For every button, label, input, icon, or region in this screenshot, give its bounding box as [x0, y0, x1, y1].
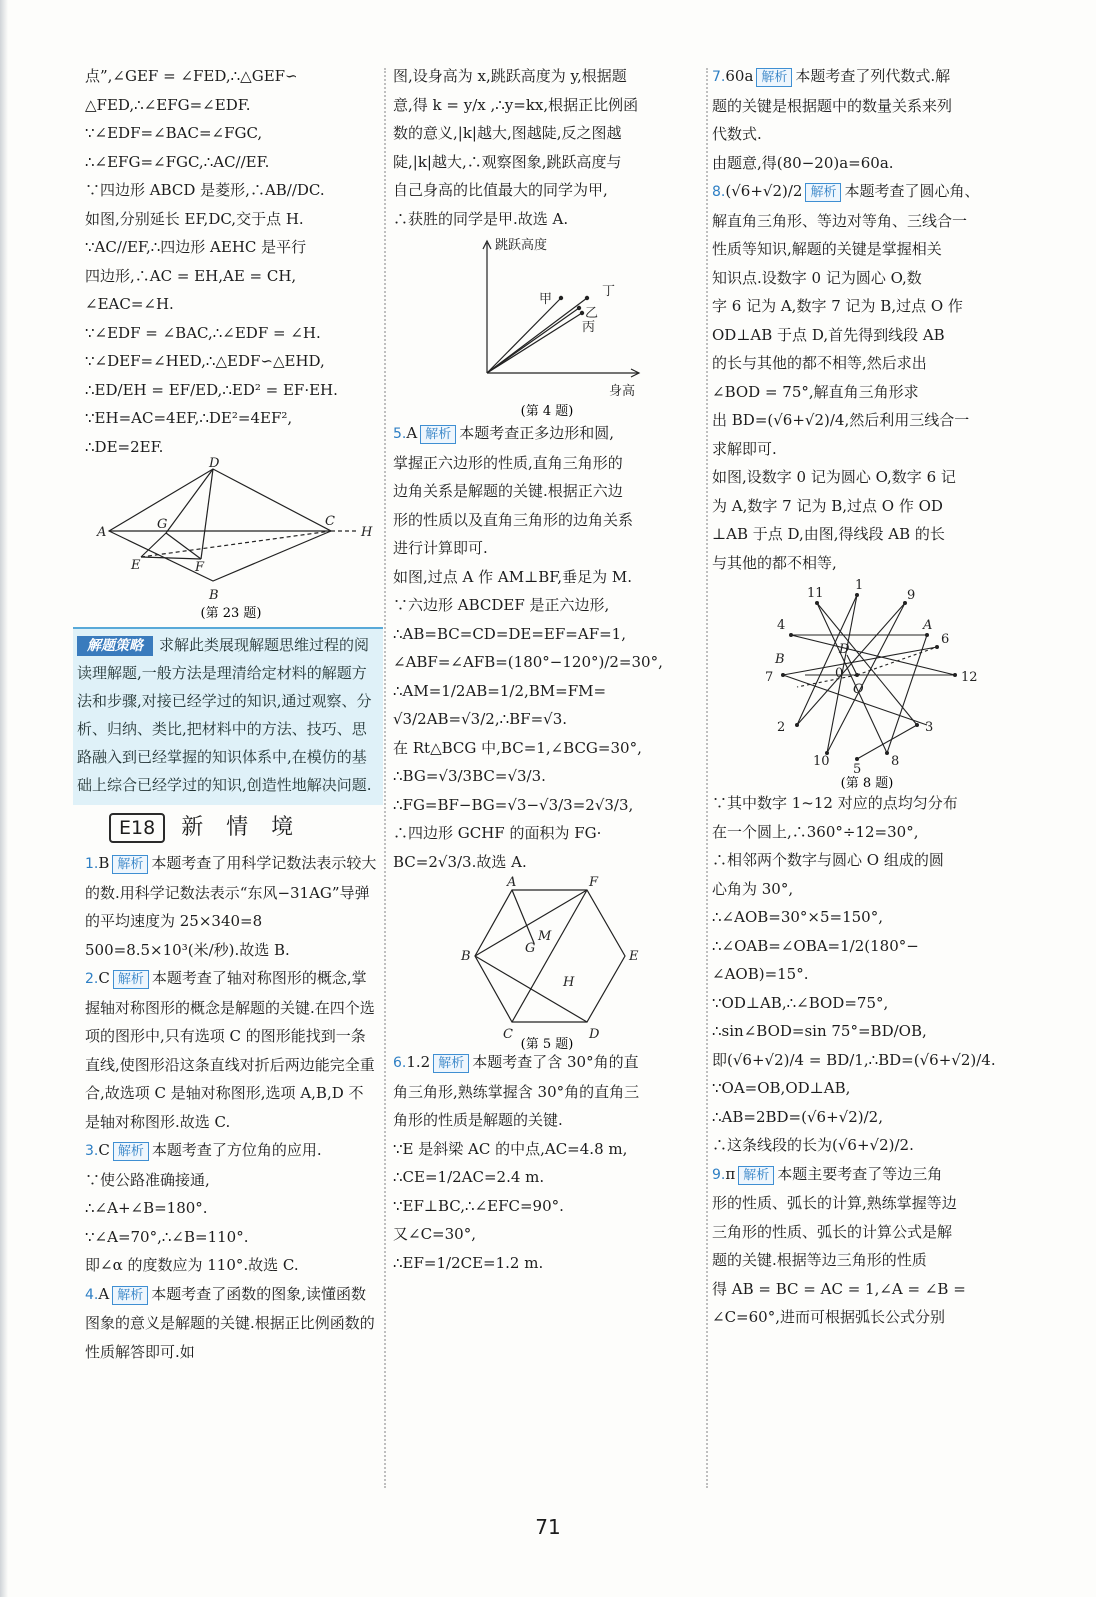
- text-line: 得 AB = BC = AC = 1,∠A = ∠B =: [712, 1279, 966, 1298]
- text-line: 在一个圆上,∴360°÷12=30°,: [712, 822, 919, 841]
- fig8-label-B: B: [775, 652, 785, 667]
- text-line: 三角形的性质、弧长的计算公式是解: [712, 1222, 953, 1241]
- text-line: ∴AB=2BD=(√6+√2)/2,: [712, 1107, 883, 1126]
- answer-6: [393, 1048, 701, 1078]
- section-code: E18: [109, 813, 165, 843]
- answer-number: 5.: [393, 426, 407, 442]
- answer-choice: (√6+√2)/2: [725, 182, 803, 200]
- text-line: 数的意义,|k|越大,图越陡,反之图越: [393, 124, 622, 142]
- text-line: ∴相邻两个数字与圆心 O 组成的圆: [712, 851, 944, 869]
- fig8-label-12: 12: [961, 670, 978, 685]
- text-line: √3/2AB=√3/2,∴BF=√3.: [393, 710, 568, 728]
- answer-4: [85, 1280, 377, 1367]
- text-line: 知识点.设数字 0 记为圆心 O,数: [712, 268, 922, 287]
- text-line: 边角关系是解题的关键.根据正六边: [393, 482, 623, 500]
- text-line: 为 A,数字 7 记为 B,过点 O 作 OD: [712, 496, 943, 515]
- fig8-label-3: 3: [925, 720, 934, 735]
- text-line: 图,设身高为 x,跳跃高度为 y,根据题: [393, 67, 627, 85]
- page-edge-shadow: [0, 0, 8, 1597]
- text-line: ∵∠DEF=∠HED,∴△EDF∽△EHD,: [85, 352, 325, 370]
- text-line: BC=2√3/3.故选 A.: [393, 852, 527, 871]
- text-line: 四边形,∴AC = EH,AE = CH,: [85, 266, 297, 285]
- text-line: ∴获胜的同学是甲.故选 A.: [393, 209, 569, 228]
- analysis-tag: 解析: [113, 1142, 149, 1161]
- text-line: ∴四边形 GCHF 的面积为 FG·: [393, 824, 602, 842]
- text-line: 题的关键.根据等边三角形的性质: [712, 1251, 927, 1269]
- section-header: [109, 813, 377, 843]
- text-line: ∵其中数字 1~12 对应的点均匀分布: [712, 794, 958, 812]
- fig8-label-6: 6: [941, 632, 950, 647]
- answer-number: 7.: [712, 69, 726, 85]
- fig4-ylabel: 跳跃高度: [495, 238, 548, 253]
- answer-text: 本题考查了方位角的应用.: [151, 1141, 322, 1159]
- text-line: ∵OA=OB,OD⊥AB,: [712, 1079, 851, 1097]
- fig4-series-jia: 甲: [539, 292, 553, 307]
- analysis-tag: 解析: [433, 1054, 469, 1073]
- text-line: 出 BD=(√6+√2)/4,然后利用三线合一: [712, 411, 970, 429]
- text-line: ∠EAC=∠H.: [85, 295, 174, 313]
- analysis-tag: 解析: [112, 1286, 148, 1305]
- text-line: 陡,|k|越大,∴观察图象,跳跃高度与: [393, 152, 622, 171]
- fig5-label-H: H: [563, 975, 575, 990]
- fig8-label-D: D: [839, 642, 850, 657]
- analysis-tag: 解析: [805, 183, 841, 202]
- answer-text: 本题主要考查了等边三角: [777, 1164, 943, 1183]
- q23-solution-tail: [85, 62, 377, 461]
- fig8-label-A: A: [923, 618, 933, 633]
- text-line: ∴ED/EH = EF/ED,∴ED² = EF·EH.: [85, 380, 338, 399]
- text-line: 掌握正六边形的性质,直角三角形的: [393, 453, 623, 472]
- fig5-label-C: C: [503, 1027, 513, 1042]
- text-line: ∵使公路准确接通,: [85, 1170, 210, 1189]
- analysis-tag: 解析: [756, 68, 792, 87]
- text-line: 由题意,得(80−20)a=60a.: [712, 153, 894, 172]
- text-line: ∴EF=1/2CE=1.2 m.: [393, 1253, 544, 1272]
- text-line: ∴∠AOB=30°×5=150°,: [712, 908, 883, 926]
- fig5-label-F: F: [589, 875, 599, 890]
- answer-3: [85, 1136, 377, 1166]
- text-line: ∴∠OAB=∠OBA=1/2(180°−: [712, 936, 919, 955]
- text-line: 题的关键是根据题中的数量关系来列: [712, 96, 953, 115]
- fig8-label-O: O: [853, 682, 864, 697]
- fig8-label-11: 11: [807, 586, 824, 601]
- answer-choice: A: [98, 1284, 110, 1303]
- answer-text: 本题考查了轴对称图形的概念,掌握轴对称图形的概念是解题的关键.在四个选项的图形中,只有选项 C 的图形能找到一条直线,使图形沿这条直线对折后两边能完全重合,故选项 C 是轴对称图形,选项 A,B,D 不是轴对称图形.故选 C.: [85, 969, 375, 1131]
- text-line: 形的性质以及直角三角形的边角关系: [393, 510, 634, 529]
- text-line: 解直角三角形、等边对等角、三线合一: [712, 211, 968, 230]
- text-line: 的长与其他的都不相等,然后求出: [712, 354, 927, 372]
- answer-number: 2.: [85, 971, 99, 987]
- text-line: ∴CE=1/2AC=2.4 m.: [393, 1168, 545, 1186]
- text-line: ∴这条线段的长为(√6+√2)/2.: [712, 1136, 914, 1154]
- text-line: 形的性质、弧长的计算,熟练掌握等边: [712, 1194, 957, 1212]
- fig4-series-yi: 乙: [585, 306, 599, 321]
- answer-choice: C: [98, 1141, 110, 1159]
- answer-number: 4.: [85, 1286, 99, 1303]
- figure-23-rhombus: [91, 456, 373, 621]
- fig5-label-D: D: [589, 1027, 600, 1042]
- text-line: ∵∠EDF = ∠BAC,∴∠EDF = ∠H.: [85, 323, 321, 342]
- text-line: 如图,设数字 0 记为圆心 O,数字 6 记: [712, 468, 956, 486]
- text-line: ∵EH=AC=4EF,∴DE²=4EF²,: [85, 409, 293, 427]
- answer-number: 9.: [712, 1166, 726, 1183]
- answer-text: 本题考查了用科学记数法表示较大的数.用科学记数法表示“东风−31AG”导弹的平均速度为 25×340=8 500=8.5×10³(米/秒).故选 B.: [85, 854, 377, 959]
- column-divider: [384, 68, 386, 1488]
- text-line: 角三角形,熟练掌握含 30°角的直角三: [393, 1082, 640, 1101]
- text-line: ∵E 是斜梁 AC 的中点,AC=4.8 m,: [393, 1139, 628, 1158]
- answer-choice: C: [98, 969, 110, 987]
- fig4-series-ding: 丁: [602, 284, 616, 299]
- fig8-label-7: 7: [765, 670, 774, 685]
- text-line: 在 Rt△BCG 中,BC=1,∠BCG=30°,: [393, 738, 642, 757]
- text-line: 点”,∠GEF = ∠FED,∴△GEF∽: [85, 67, 298, 85]
- analysis-tag: 解析: [738, 1166, 774, 1185]
- column-right: [712, 62, 1022, 1332]
- text-line: 求解即可.: [712, 439, 777, 458]
- answer-text: 本题考查了函数的图象,读懂函数图象的意义是解题的关键.根据正比例函数的性质解答即可.如: [85, 1284, 375, 1361]
- fig23-label-G: G: [157, 517, 168, 532]
- answer-choice: 60a: [725, 67, 754, 85]
- fig23-label-H: H: [361, 525, 373, 540]
- text-line: 如图,分别延长 EF,DC,交于点 H.: [85, 209, 304, 228]
- answer-choice: π: [725, 1164, 736, 1183]
- fig8-label-2: 2: [777, 720, 786, 735]
- answer-text: 本题考查了圆心角、: [844, 182, 980, 200]
- fig23-label-E: E: [131, 558, 141, 573]
- fig4-series-bing: 丙: [582, 320, 596, 335]
- section-title: 新 情 境: [181, 814, 302, 840]
- text-line: ∴∠EFG=∠FGC,∴AC//EF.: [85, 152, 270, 171]
- strategy-box: [73, 627, 383, 805]
- text-line: 即(√6+√2)/4 = BD/1,∴BD=(√6+√2)/4.: [712, 1050, 996, 1069]
- text-line: 代数式.: [712, 125, 762, 143]
- text-line: ∴AM=1/2AB=1/2,BM=FM=: [393, 681, 607, 700]
- text-line: 又∠C=30°,: [393, 1225, 476, 1243]
- text-line: ∵EF⊥BC,∴∠EFC=90°.: [393, 1196, 564, 1215]
- analysis-tag: 解析: [112, 855, 148, 874]
- fig5-label-M: M: [538, 929, 552, 944]
- fig8-label-1: 1: [855, 578, 864, 593]
- fig8-caption: (第 8 题): [840, 776, 894, 791]
- text-line: ∴BG=√3/3BC=√3/3.: [393, 767, 546, 785]
- answer-5: [393, 419, 701, 449]
- answer-9: [712, 1160, 1022, 1190]
- answer-7: [712, 62, 1022, 92]
- text-line: ∠BOD = 75°,解直角三角形求: [712, 382, 919, 401]
- fig23-label-D: D: [209, 456, 220, 471]
- answer-choice: 1.2: [406, 1053, 431, 1071]
- fig23-label-C: C: [325, 514, 335, 529]
- text-line: 如图,过点 A 作 AM⊥BF,垂足为 M.: [393, 567, 632, 586]
- text-line: 自己身高的比值最大的同学为甲,: [393, 181, 608, 199]
- text-line: ∠ABF=∠AFB=(180°−120°)/2=30°,: [393, 653, 663, 671]
- fig23-label-B: B: [209, 588, 219, 603]
- text-line: ∴∠A+∠B=180°.: [85, 1199, 208, 1217]
- text-line: ∵六边形 ABCDEF 是正六边形,: [393, 596, 610, 614]
- fig5-caption: (第 5 题): [520, 1037, 574, 1052]
- text-line: ∴sin∠BOD=sin 75°=BD/OB,: [712, 1022, 927, 1040]
- fig8-label-8: 8: [891, 754, 900, 769]
- answer-choice: A: [406, 424, 418, 442]
- text-line: ∴DE=2EF.: [85, 437, 164, 456]
- page-number: 71: [535, 1515, 561, 1539]
- answer-text: 本题考查了列代数式.解: [795, 67, 951, 85]
- strategy-text: 求解此类展现解题思维过程的阅读理解题,一般方法是理清给定材料的解题方法和步骤,对接已经学过的知识,通过观察、分析、归纳、类比,把材料中的方法、技巧、思路融入到已经掌握的知识体系中,在模仿的基础上综合已经学过的知识,创造性地解决问题.: [77, 636, 372, 794]
- text-line: ∵∠EDF=∠BAC=∠FGC,: [85, 124, 263, 142]
- answer-2: [85, 964, 377, 1136]
- text-line: 心角为 30°,: [712, 879, 794, 898]
- text-line: 字 6 记为 A,数字 7 记为 B,过点 O 作: [712, 297, 963, 315]
- text-line: 性质等知识,解题的关键是掌握相关: [712, 240, 942, 258]
- text-line: ∠C=60°,进而可根据弧长公式分别: [712, 1308, 945, 1326]
- answer-1: [85, 849, 377, 964]
- answer-text: 本题考查了含 30°角的直: [472, 1053, 639, 1071]
- text-line: ⊥AB 于点 D,由图,得线段 AB 的长: [712, 525, 945, 543]
- text-line: 进行计算即可.: [393, 539, 488, 557]
- analysis-tag: 解析: [113, 970, 149, 989]
- answer-choice: B: [98, 854, 110, 872]
- text-line: ∵∠A=70°,∴∠B=110°.: [85, 1227, 249, 1246]
- text-line: ∵OD⊥AB,∴∠BOD=75°,: [712, 993, 889, 1012]
- figure-4-graph: [417, 233, 677, 419]
- text-line: 角形的性质是解题的关键.: [393, 1111, 563, 1129]
- text-line: ∵四边形 ABCD 是菱形,∴AB//DC.: [85, 181, 325, 199]
- text-line: OD⊥AB 于点 D,首先得到线段 AB: [712, 325, 945, 344]
- text-line: ∴FG=BF−BG=√3−√3/3=2√3/3,: [393, 795, 634, 814]
- column-left: [77, 62, 377, 1366]
- text-line: 意,得 k = y/x ,∴y=kx,根据正比例函: [393, 95, 639, 114]
- answer-number: 6.: [393, 1055, 407, 1071]
- fig8-label-4: 4: [777, 618, 786, 633]
- fig4-caption: (第 4 题): [520, 404, 574, 419]
- fig8-label-0: 0: [835, 666, 844, 681]
- analysis-tag: 解析: [420, 425, 456, 444]
- answer-text: 本题考查正多边形和圆,: [459, 424, 614, 442]
- fig5-label-G: G: [525, 941, 536, 956]
- text-line: ∵AC//EF,∴四边形 AEHC 是平行: [85, 238, 307, 256]
- fig8-label-9: 9: [907, 588, 916, 603]
- answer-number: 3.: [85, 1143, 99, 1159]
- column-middle: [393, 62, 701, 1277]
- text-line: ∠AOB)=15°.: [712, 965, 809, 983]
- fig23-label-F: F: [195, 560, 205, 575]
- fig23-label-A: A: [97, 525, 107, 540]
- figure-8-clock: [757, 577, 977, 789]
- fig5-label-A: A: [507, 875, 517, 890]
- text-line: 与其他的都不相等,: [712, 553, 837, 572]
- answer-number: 8.: [712, 184, 726, 200]
- answer-number: 1.: [85, 856, 99, 872]
- fig4-xlabel: 身高: [609, 384, 636, 399]
- fig5-label-B: B: [461, 949, 471, 964]
- figure-5-hexagon: [437, 875, 657, 1052]
- text-line: △FED,∴∠EFG=∠EDF.: [85, 95, 251, 114]
- fig8-label-5: 5: [853, 762, 862, 777]
- answer-8: [712, 177, 1022, 207]
- column-divider: [706, 68, 708, 1488]
- fig5-label-E: E: [629, 949, 639, 964]
- fig8-label-10: 10: [813, 754, 830, 769]
- text-line: 即∠α 的度数应为 110°.故选 C.: [85, 1256, 299, 1274]
- text-line: ∴AB=BC=CD=DE=EF=AF=1,: [393, 624, 626, 643]
- fig23-caption: (第 23 题): [200, 606, 262, 621]
- strategy-tag: 解题策略: [77, 636, 153, 656]
